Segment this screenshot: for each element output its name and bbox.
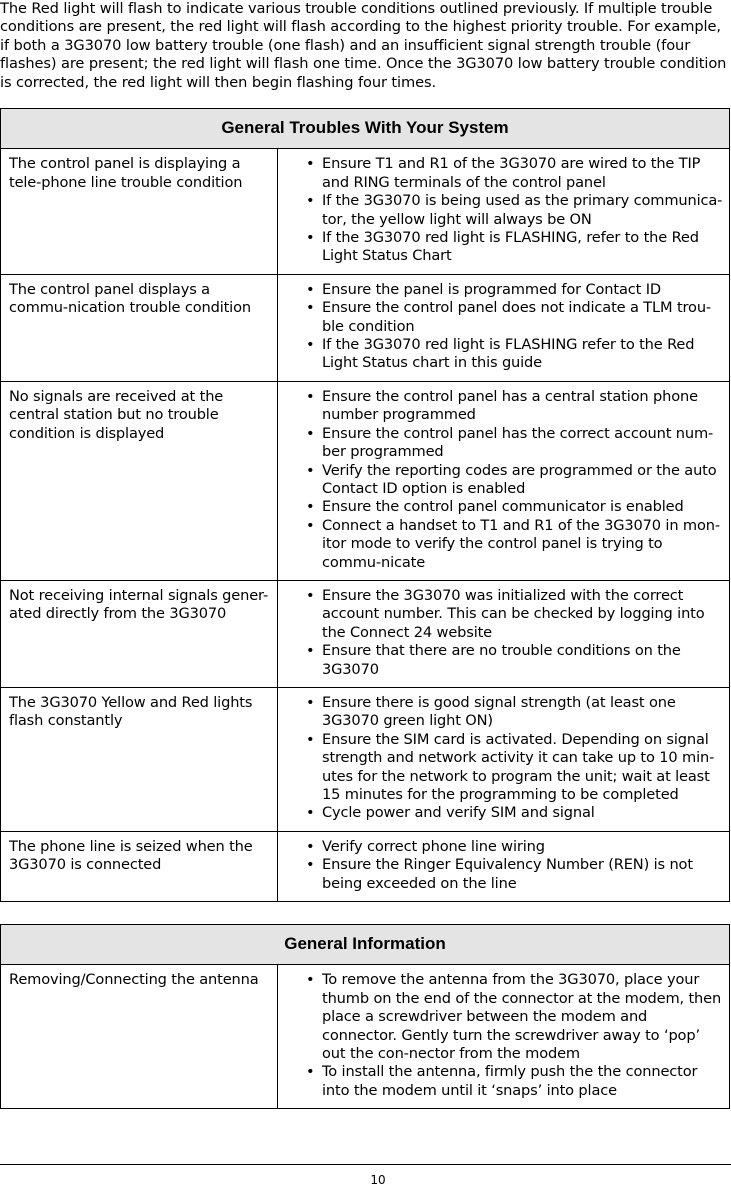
table-row [1, 274, 730, 381]
action-list [286, 838, 723, 893]
condition-cell: The phone line is seized when the 3G3070 is connected [1, 831, 278, 901]
actions-cell [278, 381, 730, 580]
general-information-heading: General Information [1, 925, 730, 965]
action-list [286, 155, 723, 265]
action-item: • To install the antenna, firmly push the the connector into the modem until it ‘snaps’ into place [286, 1063, 723, 1100]
intro-paragraph: The Red light will flash to indicate various trouble conditions outlined previously. If multiple trouble conditions are present, the red light will flash according to the highest priority trouble. For example, if both a 3G3070 low battery trouble (one flash) and an insufficient signal strength trouble (four flashes) are present; the red light will flash one time. Once the 3G3070 low battery trouble condition is corrected, the red light will then begin flashing four times. [0, 0, 727, 91]
table-row [1, 580, 730, 687]
action-item: • Ensure the control panel communicator is enabled [286, 498, 723, 516]
action-item: • If the 3G3070 red light is FLASHING refer to the Red Light Status chart in this guide [286, 336, 723, 373]
actions-cell [278, 687, 730, 831]
action-list [286, 587, 723, 679]
action-item: • If the 3G3070 red light is FLASHING, refer to the Red Light Status Chart [286, 229, 723, 266]
action-list [286, 971, 723, 1100]
action-item: • Ensure the Ringer Equivalency Number (REN) is not being exceeded on the line [286, 856, 723, 893]
page-number: 10 [370, 1173, 386, 1187]
condition-cell: Not receiving internal signals gener-ated directly from the 3G3070 [1, 580, 278, 687]
footer-divider [0, 1164, 731, 1165]
table-row [1, 381, 730, 580]
action-item: • To remove the antenna from the 3G3070, place your thumb on the end of the connector at the modem, then place a screwdriver between the modem and connector. Gently turn the screwdriver away to ‘pop’ out the con-nector from the modem [286, 971, 723, 1063]
action-list [286, 281, 723, 373]
general-troubles-table [0, 108, 730, 902]
table-row [1, 965, 730, 1109]
condition-cell: The control panel is displaying a tele-phone line trouble condition [1, 149, 278, 274]
action-item: • Ensure the control panel has a central station phone number programmed [286, 388, 723, 425]
table-row [1, 687, 730, 831]
actions-cell [278, 274, 730, 381]
actions-cell [278, 831, 730, 901]
actions-cell [278, 580, 730, 687]
actions-cell [278, 965, 730, 1109]
actions-cell [278, 149, 730, 274]
action-item: • Connect a handset to T1 and R1 of the 3G3070 in mon-itor mode to verify the control panel is trying to commu-nicate [286, 517, 723, 572]
action-item: • If the 3G3070 is being used as the primary communica-tor, the yellow light will always be ON [286, 192, 723, 229]
action-item: • Ensure the control panel has the correct account num-ber programmed [286, 425, 723, 462]
action-item: • Ensure there is good signal strength (at least one 3G3070 green light ON) [286, 694, 723, 731]
condition-cell: Removing/Connecting the antenna [1, 965, 278, 1109]
action-item: • Ensure the control panel does not indicate a TLM trou-ble condition [286, 299, 723, 336]
general-troubles-heading: General Troubles With Your System [1, 109, 730, 149]
action-list [286, 388, 723, 572]
condition-cell: No signals are received at the central station but no trouble condition is displayed [1, 381, 278, 580]
action-item: • Ensure T1 and R1 of the 3G3070 are wired to the TIP and RING terminals of the control panel [286, 155, 723, 192]
action-list [286, 694, 723, 823]
action-item: • Verify the reporting codes are programmed or the auto Contact ID option is enabled [286, 462, 723, 499]
action-item: • Cycle power and verify SIM and signal [286, 804, 723, 822]
action-item: • Ensure the panel is programmed for Contact ID [286, 281, 723, 299]
table-row [1, 149, 730, 274]
action-item: • Ensure that there are no trouble conditions on the 3G3070 [286, 642, 723, 679]
action-item: • Verify correct phone line wiring [286, 838, 723, 856]
condition-cell: The 3G3070 Yellow and Red lights flash constantly [1, 687, 278, 831]
table-row [1, 831, 730, 901]
action-item: • Ensure the 3G3070 was initialized with the correct account number. This can be checked by logging into the Connect 24 website [286, 587, 723, 642]
condition-cell: The control panel displays a commu-nication trouble condition [1, 274, 278, 381]
action-item: • Ensure the SIM card is activated. Depending on signal strength and network activity it can take up to 10 min-utes for the network to program the unit; wait at least 15 minutes for the programming to be completed [286, 731, 723, 805]
general-information-table [0, 924, 730, 1109]
